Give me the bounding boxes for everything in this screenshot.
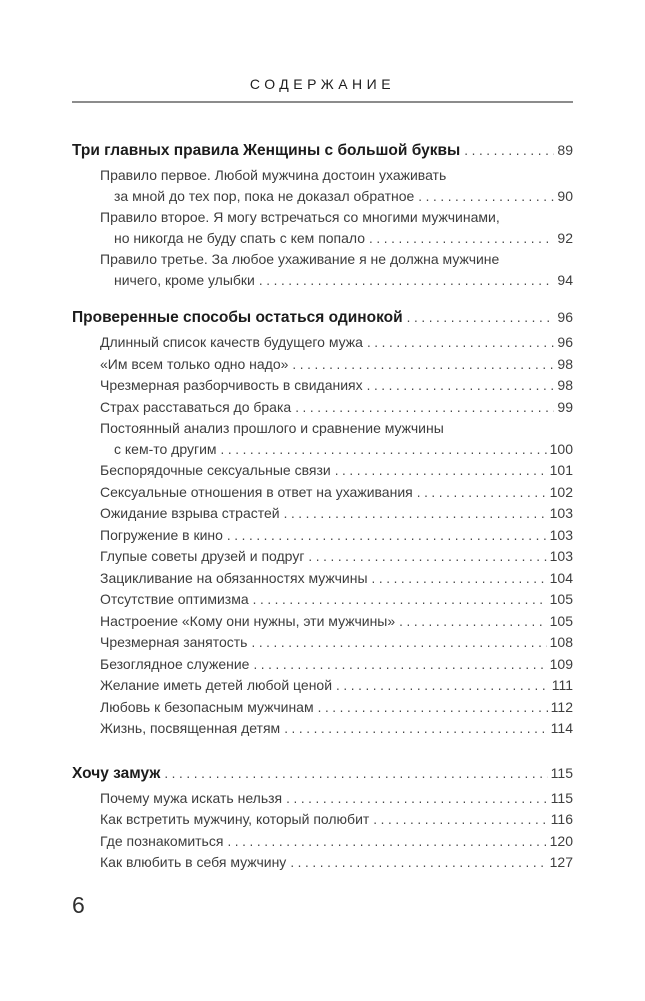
toc-page-number: 103	[549, 505, 573, 521]
dot-leader	[284, 503, 547, 525]
toc-entry-row	[72, 852, 573, 874]
dot-leader	[221, 439, 547, 461]
toc-entry-label: за мной до тех пор, пока не доказал обратное	[114, 187, 415, 204]
toc-page-number: 127	[549, 854, 573, 870]
toc-entry-line: Правило второе. Я могу встречаться со многими мужчинами,	[100, 209, 500, 225]
toc-entry-label: Настроение «Кому они нужны, эти мужчины»	[100, 612, 396, 629]
dot-leader	[259, 270, 555, 292]
toc-entry	[72, 852, 573, 874]
toc-entry-label: с кем-то другим	[114, 440, 217, 457]
toc-entry-row	[72, 439, 573, 461]
toc-entry-row	[72, 718, 573, 740]
toc-page-number: 99	[557, 398, 573, 415]
toc-entry-row	[72, 332, 573, 354]
toc-page-number: 112	[550, 698, 573, 715]
toc-entry-label: Желание иметь детей любой ценой	[100, 677, 333, 693]
dot-leader	[367, 375, 555, 397]
toc-page-number: 89	[557, 142, 573, 158]
toc-entry-row	[72, 186, 573, 208]
toc-entry-label: Любовь к безопасным мужчинам	[100, 698, 314, 715]
toc-page-number: 115	[550, 764, 573, 781]
toc-entry	[72, 568, 573, 590]
toc-entry-row	[72, 525, 573, 547]
toc-entry	[72, 525, 573, 547]
toc-page-number: 102	[549, 483, 573, 500]
header-divider	[72, 101, 573, 103]
toc-entry	[72, 375, 573, 397]
dot-leader	[372, 568, 547, 590]
toc-entry	[72, 249, 573, 291]
toc-page-number: 105	[549, 591, 573, 607]
toc-section-heading-row	[72, 762, 573, 785]
toc-entry-label: Ожидание взрыва страстей	[100, 505, 280, 521]
toc-entry	[72, 546, 573, 568]
toc-entry-label: но никогда не буду спать с кем попало	[114, 229, 366, 246]
dot-leader	[286, 788, 548, 810]
toc-page-number: 111	[551, 677, 573, 693]
dot-leader	[295, 397, 554, 419]
page-title: СОДЕРЖАНИЕ	[249, 76, 396, 92]
toc-entry-line: Правило третье. За любое ухаживание я не должна мужчине	[100, 251, 500, 267]
toc-entry-row	[72, 831, 573, 853]
toc-entry-label: Как влюбить в себя мужчину	[100, 854, 287, 870]
toc-page-number: 103	[549, 548, 573, 564]
dot-leader	[464, 139, 554, 162]
toc-entry-label: «Им всем только одно надо»	[100, 355, 289, 372]
toc-entry-row	[72, 375, 573, 397]
toc-entry	[72, 332, 573, 354]
toc-entry-label: Беспорядочные сексуальные связи	[100, 462, 331, 478]
toc-entry	[72, 788, 573, 810]
dot-leader	[308, 546, 546, 568]
toc-entry-row	[72, 397, 573, 419]
toc-page-number: 103	[549, 526, 573, 543]
toc-entry-label: Чрезмерная разборчивость в свиданиях	[100, 377, 363, 393]
toc-entry	[72, 397, 573, 419]
toc-entry	[72, 654, 573, 676]
toc-page-number: 96	[557, 334, 573, 350]
dot-leader	[399, 611, 546, 633]
toc-entry-label: Почему мужа искать нельзя	[100, 789, 283, 806]
toc-entry-line: Правило первое. Любой мужчина достоин ухаживать	[100, 167, 447, 183]
dot-leader	[284, 718, 547, 740]
toc-entry-row	[72, 697, 573, 719]
toc-section-title: Три главных правила Женщины с большой буквы	[72, 142, 461, 159]
toc-section	[72, 762, 573, 874]
toc-page-number: 98	[557, 355, 573, 372]
toc-page-number: 96	[557, 309, 573, 325]
dot-leader	[407, 306, 555, 329]
toc-entry-label: Страх расставаться до брака	[100, 398, 292, 415]
toc-entry	[72, 831, 573, 853]
toc-entry-row	[72, 546, 573, 568]
dot-leader	[253, 589, 547, 611]
toc-entry-row	[72, 568, 573, 590]
toc-page-number: 109	[549, 655, 573, 672]
toc-entry	[72, 418, 573, 460]
dot-leader	[369, 228, 554, 250]
dot-leader	[251, 632, 546, 654]
toc-entry-label: Как встретить мужчину, который полюбит	[100, 811, 370, 827]
toc-entry-row	[72, 228, 573, 250]
dot-leader	[318, 697, 548, 719]
toc-entry-label: Отсутствие оптимизма	[100, 591, 249, 607]
toc-entry	[72, 589, 573, 611]
toc-section	[72, 139, 573, 291]
toc-entry	[72, 718, 573, 740]
toc-entry	[72, 207, 573, 249]
toc	[72, 139, 573, 874]
dot-leader	[227, 525, 547, 547]
dot-leader	[292, 354, 554, 376]
dot-leader	[290, 852, 546, 874]
toc-entry-label: Безоглядное служение	[100, 655, 250, 672]
toc-entry-label: Погружение в кино	[100, 526, 223, 543]
toc-entry	[72, 460, 573, 482]
toc-entry	[72, 503, 573, 525]
toc-entry-row	[72, 675, 573, 697]
dot-leader	[373, 809, 547, 831]
toc-entry-label: ничего, кроме улыбки	[114, 271, 255, 288]
toc-entry-row	[72, 654, 573, 676]
toc-entry-row	[72, 503, 573, 525]
toc-page-number: 120	[549, 832, 573, 849]
toc-entry-label: Чрезмерная занятость	[100, 634, 248, 650]
dot-leader	[367, 332, 554, 354]
toc-entry-row	[72, 611, 573, 633]
toc-entry-row	[72, 788, 573, 810]
folio-page-number: 6	[72, 892, 85, 918]
toc-page-number: 114	[550, 720, 573, 736]
dot-leader	[418, 186, 554, 208]
toc-entry-label: Жизнь, посвященная детям	[100, 720, 281, 736]
toc-entry	[72, 354, 573, 376]
toc-entry-row	[72, 589, 573, 611]
toc-entry-label: Длинный список качеств будущего мужа	[100, 334, 363, 350]
toc-page-number: 116	[550, 811, 573, 827]
toc-entry-row	[72, 270, 573, 292]
toc-section-heading-row	[72, 139, 573, 162]
toc-entry	[72, 675, 573, 697]
dot-leader	[335, 460, 547, 482]
toc-entry-row	[72, 354, 573, 376]
toc-page-number: 104	[549, 569, 573, 586]
toc-entry-row	[72, 809, 573, 831]
toc-section-title: Хочу замуж	[72, 764, 161, 782]
toc-page-number: 101	[549, 462, 573, 478]
toc-page-number: 100	[549, 440, 573, 457]
toc-entry-row	[72, 632, 573, 654]
toc-entry-row	[72, 460, 573, 482]
dot-leader	[227, 831, 546, 853]
toc-entry	[72, 482, 573, 504]
toc-entry-label: Зацикливание на обязанностях мужчины	[100, 569, 368, 586]
toc-page-number: 94	[557, 271, 573, 288]
toc-entry	[72, 611, 573, 633]
toc-page-number: 108	[549, 634, 573, 650]
toc-entry-label: Где познакомиться	[100, 832, 224, 849]
toc-entry	[72, 165, 573, 207]
dot-leader	[417, 482, 547, 504]
toc-entry	[72, 809, 573, 831]
toc-page-number: 105	[549, 612, 573, 629]
toc-section-title: Проверенные способы остаться одинокой	[72, 309, 403, 326]
toc-entry-row	[72, 482, 573, 504]
toc-entry	[72, 632, 573, 654]
toc-section-heading-row	[72, 306, 573, 329]
toc-entry	[72, 697, 573, 719]
toc-entry-label: Глупые советы друзей и подруг	[100, 548, 305, 564]
toc-page-number: 90	[557, 187, 573, 204]
dot-leader	[253, 654, 546, 676]
dot-leader	[164, 762, 547, 785]
dot-leader	[336, 675, 549, 697]
toc-page-number: 115	[550, 789, 573, 806]
toc-page-number: 98	[557, 377, 573, 393]
contents-header	[72, 0, 573, 103]
toc-page-number: 92	[557, 229, 573, 246]
toc-section	[72, 306, 573, 740]
toc-entry-line: Постоянный анализ прошлого и сравнение мужчины	[100, 420, 444, 436]
toc-entry-label: Сексуальные отношения в ответ на ухаживания	[100, 483, 413, 500]
